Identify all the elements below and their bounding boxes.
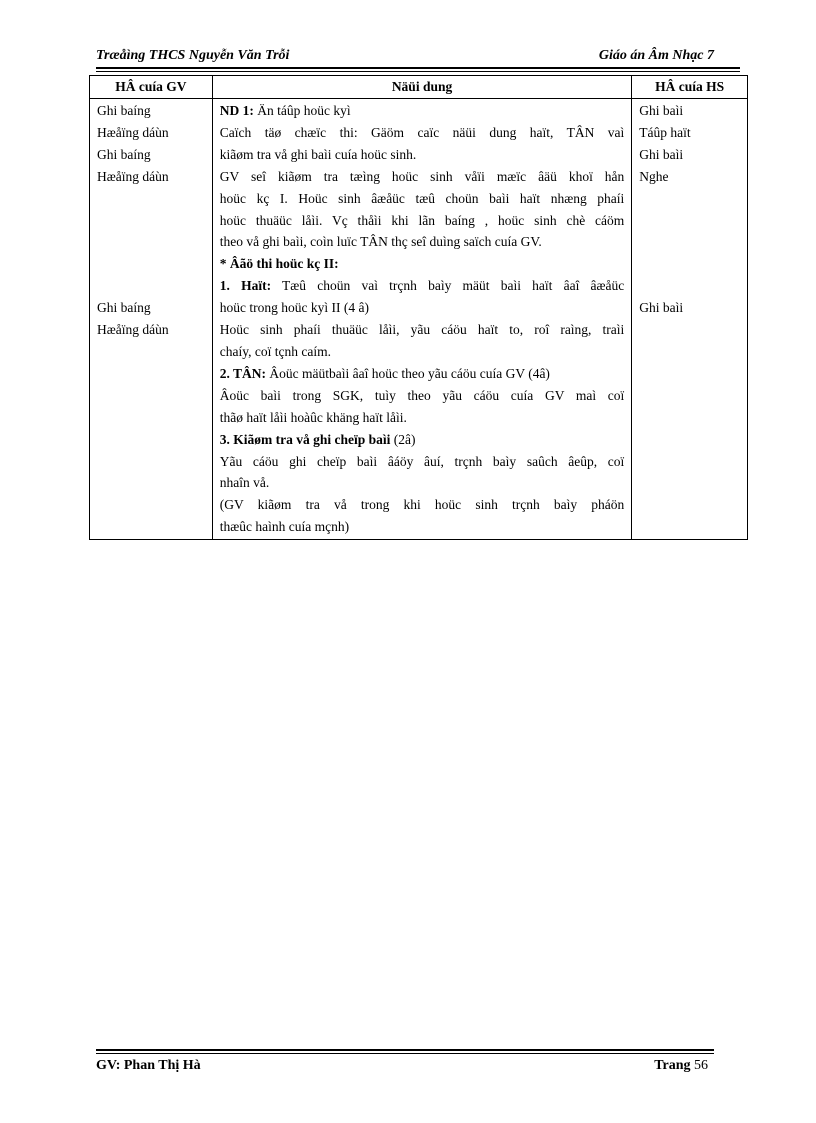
content-cell: [212, 99, 632, 540]
content-line: [220, 144, 625, 166]
school-name: Træåìng THCS Nguyễn Văn Trỗi: [96, 48, 290, 63]
student-activity-line: [639, 275, 740, 297]
teacher-activity-cell: [90, 99, 213, 540]
teacher-activity-line: [97, 450, 205, 472]
page-label: Trang: [654, 1058, 691, 1073]
teacher-activity-line: [97, 407, 205, 429]
teacher-activity-line: Hæåïng dáùn: [97, 321, 169, 337]
content-line: [220, 166, 625, 188]
teacher-activity-line: [97, 341, 205, 363]
teacher-activity-line: [97, 494, 205, 516]
teacher-activity-line: [97, 231, 205, 253]
teacher-activity-line: [97, 188, 205, 210]
content-line-heading: 2. TÂN:: [219, 365, 267, 381]
content-line: [220, 188, 625, 210]
column-header-teacher: HÂ cuía GV: [90, 76, 213, 99]
footer-rule-thin: [96, 1053, 714, 1054]
student-activity-line: [639, 363, 740, 385]
lesson-table: [89, 75, 748, 540]
content-line-text: Âoüc mäütbaìi âaî hoüc theo yãu cáöu cuía GV (4â): [266, 365, 550, 381]
teacher-activity-line: [97, 428, 205, 450]
teacher-activity-line: Hæåïng dáùn: [97, 124, 169, 140]
student-activity-line: [639, 450, 740, 472]
header-rule-thick: [96, 67, 740, 69]
student-activity-line: Nghe: [639, 168, 669, 184]
content-line-text: Tæû choün vaì trçnh baìy mäüt baìi haït âaî âæåüc: [271, 278, 625, 294]
grade-number: 7: [707, 48, 714, 63]
content-line-text: Hoüc sinh phaíi thuäüc låìi, yãu cáöu haït to, roî raìng, traìi: [219, 322, 625, 338]
student-activity-line: [639, 428, 740, 450]
page-header: [96, 48, 714, 68]
content-line-heading: 3. Kiãøm tra vå ghi cheïp baìi: [219, 431, 391, 447]
content-line-text: Yãu cáöu ghi cheïp baìi âáöy âuí, trçnh baìy saûch âeûp, coï: [219, 453, 625, 469]
student-activity-line: Ghi baìi: [639, 300, 684, 316]
teacher-activity-line: Ghi baíng: [97, 103, 151, 118]
content-line: [220, 100, 625, 122]
content-line-heading: 1. Haït:: [219, 278, 272, 294]
student-activity-line: [639, 253, 740, 275]
student-activity-line: [639, 494, 740, 516]
content-line-text: nhaîn vå.: [219, 475, 270, 491]
content-line-text: thæûc haình cuía mçnh): [219, 519, 350, 535]
content-line-text: theo vå ghi baìi, coìn luïc TÂN thç seî duìng saïch cuía GV.: [219, 234, 542, 250]
content-line: [220, 472, 625, 494]
content-line: [220, 451, 625, 473]
content-line-text: kiãøm tra vå ghi baìi cuía hoüc sinh.: [219, 146, 417, 162]
content-line: [220, 319, 625, 341]
student-activity-line: [639, 210, 740, 232]
content-line-text: GV seî kiãøm tra tæìng hoüc sinh våïi mæïc âäü khoï hån: [219, 168, 625, 184]
student-activity-line: Táûp haït: [639, 124, 691, 140]
student-activity-cell: [632, 99, 748, 540]
content-line-text: (2â): [390, 431, 416, 447]
teacher-activity-line: [97, 275, 205, 297]
content-line-text: hoüc kç I. Hoüc sinh âæåüc tæû choün baìi haït nhæng phaíi: [219, 190, 625, 206]
teacher-activity-line: [97, 210, 205, 232]
column-header-content: Näüi dung: [212, 76, 632, 99]
content-line: [220, 494, 625, 516]
content-line-text: hoüc trong hoüc kyì II (4 â): [219, 300, 369, 316]
content-line: [220, 363, 625, 385]
content-line-text: thãø haït låìi hoàûc khäng haït låìi.: [219, 409, 407, 425]
student-activity-line: [639, 385, 740, 407]
column-header-student: HÂ cuía HS: [632, 76, 748, 99]
content-line-text: chaíy, coï tçnh caím.: [219, 343, 331, 359]
content-line: [220, 341, 625, 363]
student-activity-line: [639, 472, 740, 494]
page-number: 56: [694, 1058, 708, 1073]
student-activity-line: [639, 341, 740, 363]
student-activity-line: [639, 319, 740, 341]
subject-title: [599, 48, 714, 64]
student-activity-line: [639, 407, 740, 429]
teacher-activity-line: Ghi baíng: [97, 300, 151, 316]
content-line-text: (GV kiãøm tra vå trong khi hoüc sinh trçnh baìy pháön: [219, 497, 625, 513]
subject-name: Giáo án Âm Nhạc: [598, 48, 704, 63]
content-line: [220, 275, 625, 297]
content-line-text: Än táûp hoüc kyì: [253, 103, 351, 118]
teacher-activity-line: [97, 253, 205, 275]
content-line: [220, 429, 625, 451]
content-line: [220, 122, 625, 144]
student-activity-line: Ghi baìi: [639, 103, 684, 118]
teacher-name: GV: Phan Thị Hà: [96, 1058, 201, 1073]
teacher-activity-line: [97, 363, 205, 385]
table-header-row: [90, 76, 748, 99]
teacher-activity-line: [97, 385, 205, 407]
content-line-text: Âoüc baìi trong SGK, tuìy theo yãu cáöu cuía GV maì coï: [219, 387, 625, 403]
table-row: [90, 99, 748, 540]
student-activity-line: [639, 516, 740, 538]
teacher-activity-line: [97, 516, 205, 538]
content-line: [220, 516, 625, 538]
footer-rule-thick: [96, 1049, 714, 1051]
student-activity-line: [639, 231, 740, 253]
teacher-activity-line: Hæåïng dáùn: [97, 168, 169, 184]
header-rule-thin: [96, 71, 740, 72]
content-line-text: Caïch täø chæïc thi: Gäöm caïc näüi dung haït, TÂN vaì: [219, 124, 625, 140]
teacher-activity-line: Ghi baíng: [97, 146, 151, 162]
content-line: [220, 385, 625, 407]
page-footer: [96, 1058, 708, 1078]
teacher-activity-line: [97, 472, 205, 494]
content-line: [220, 231, 625, 253]
student-activity-line: Ghi baìi: [639, 146, 684, 162]
content-line-text: hoüc thuäüc låìi. Vç thåìi khi lãn baíng , hoüc sinh chè cáöm: [219, 212, 625, 228]
content-line-heading: ND 1:: [219, 103, 254, 118]
content-line: [220, 407, 625, 429]
content-line: [220, 253, 625, 275]
page-number-label: [654, 1058, 708, 1074]
content-line: [220, 210, 625, 232]
content-line: [220, 297, 625, 319]
student-activity-line: [639, 188, 740, 210]
content-line-heading: * Âãö thi hoüc kç II:: [219, 256, 339, 272]
